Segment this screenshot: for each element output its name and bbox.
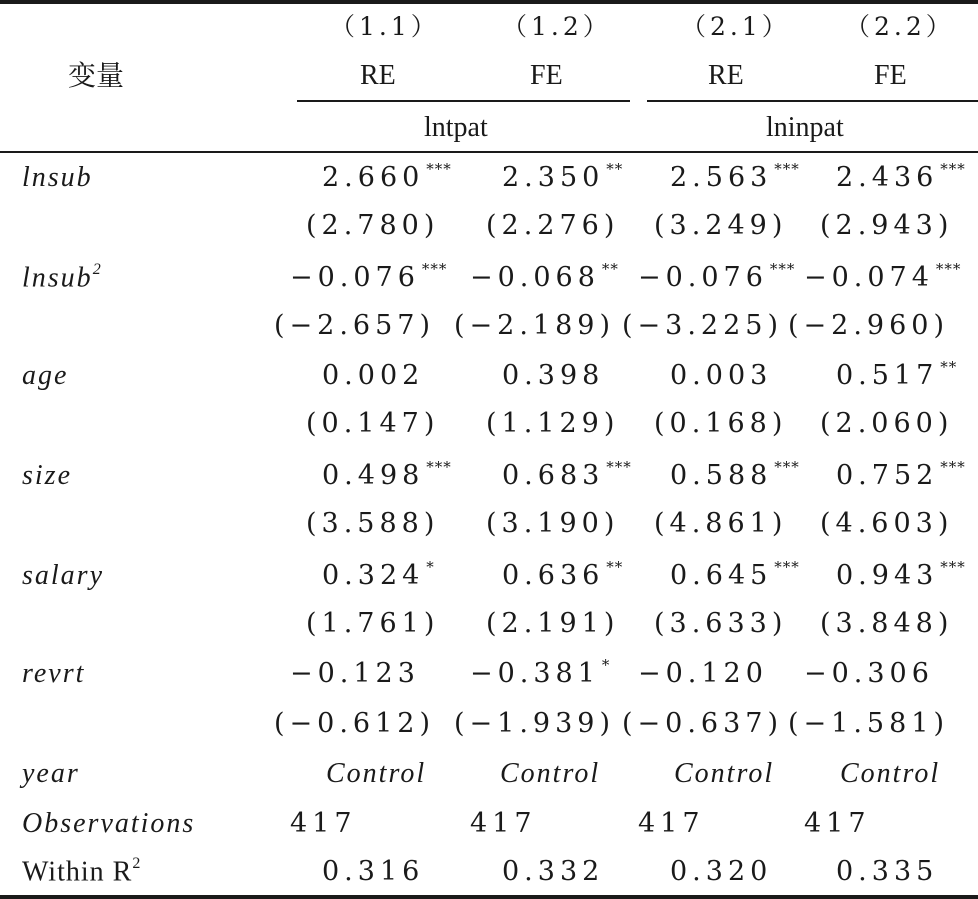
row-label-age: age <box>22 360 69 391</box>
model-code-2-1: （2.1） <box>681 12 791 41</box>
coef-salary-2: 0.636 ** <box>502 558 624 591</box>
tstat-age-3: (0.168) <box>654 408 788 439</box>
within-r2-3: 0.320 <box>670 856 773 887</box>
coef-lnsub2-4: −0.074 *** <box>804 260 962 293</box>
row-label-year: year <box>22 758 80 789</box>
coef-salary-3: 0.645 *** <box>670 558 800 591</box>
coef-lnsub-3: 2.563 *** <box>670 160 800 193</box>
coef-size-1: 0.498 *** <box>322 458 452 491</box>
year-control-1: Control <box>326 758 427 789</box>
tstat-lnsub2-3: (−3.225) <box>622 310 783 341</box>
group1-underline <box>297 100 630 102</box>
coef-age-1: 0.002 <box>322 360 425 391</box>
variable-header: 变量 <box>68 59 125 92</box>
coef-lnsub-4: 2.436 *** <box>836 160 966 193</box>
header-bottom-rule <box>0 151 978 153</box>
tstat-lnsub2-4: (−2.960) <box>788 310 949 341</box>
tstat-lnsub-3: (3.249) <box>654 210 788 241</box>
within-r2-1: 0.316 <box>322 856 425 887</box>
tstat-age-4: (2.060) <box>820 408 954 439</box>
coef-lnsub2-3: −0.076 *** <box>638 260 796 293</box>
coef-size-2: 0.683 *** <box>502 458 632 491</box>
estimator-3: RE <box>708 60 744 91</box>
coef-lnsub2-2: −0.068 ** <box>470 260 619 293</box>
tstat-size-2: (3.190) <box>486 508 620 539</box>
observations-4: 417 <box>804 808 871 839</box>
tstat-age-1: (0.147) <box>306 408 440 439</box>
coef-age-4: 0.517 ** <box>836 358 958 391</box>
coef-salary-1: 0.324 * <box>322 558 435 591</box>
coef-revrt-4: −0.306 <box>804 658 934 689</box>
model-code-1-2: （1.2） <box>502 12 612 41</box>
tstat-salary-1: (1.761) <box>306 608 440 639</box>
group2-underline <box>647 100 978 102</box>
within-r2-2: 0.332 <box>502 856 605 887</box>
coef-lnsub2-1: −0.076 *** <box>290 260 448 293</box>
table-bottom-rule <box>0 895 978 899</box>
model-code-1-1: （1.1） <box>330 12 440 41</box>
tstat-size-4: (4.603) <box>820 508 954 539</box>
tstat-lnsub2-2: (−2.189) <box>454 310 615 341</box>
coef-age-2: 0.398 <box>502 360 605 391</box>
coef-size-4: 0.752 *** <box>836 458 966 491</box>
estimator-4: FE <box>874 60 907 91</box>
row-label-size: size <box>22 460 72 491</box>
coef-revrt-3: −0.120 <box>638 658 768 689</box>
row-label-lnsub-squared: lnsub$^2$ <box>22 261 103 294</box>
tstat-revrt-1: (−0.612) <box>274 708 435 739</box>
dependent-var-1: lntpat <box>424 112 488 143</box>
tstat-revrt-2: (−1.939) <box>454 708 615 739</box>
row-label-salary: salary <box>22 560 104 591</box>
coef-revrt-2: −0.381 * <box>470 656 611 689</box>
tstat-revrt-3: (−0.637) <box>622 708 783 739</box>
coef-lnsub-1: 2.660 *** <box>322 160 452 193</box>
observations-2: 417 <box>470 808 537 839</box>
coef-revrt-1: −0.123 <box>290 658 420 689</box>
tstat-salary-3: (3.633) <box>654 608 788 639</box>
observations-3: 417 <box>638 808 705 839</box>
table-top-rule <box>0 0 978 4</box>
row-label-lnsub: lnsub <box>22 162 93 193</box>
coef-age-3: 0.003 <box>670 360 773 391</box>
tstat-lnsub2-1: (−2.657) <box>274 310 435 341</box>
tstat-size-3: (4.861) <box>654 508 788 539</box>
tstat-salary-4: (3.848) <box>820 608 954 639</box>
year-control-4: Control <box>840 758 941 789</box>
coef-lnsub-2: 2.350 ** <box>502 160 624 193</box>
tstat-lnsub-1: (2.780) <box>306 210 440 241</box>
tstat-size-1: (3.588) <box>306 508 440 539</box>
tstat-age-2: (1.129) <box>486 408 620 439</box>
tstat-lnsub-4: (2.943) <box>820 210 954 241</box>
tstat-lnsub-2: (2.276) <box>486 210 620 241</box>
within-r2-4: 0.335 <box>836 856 939 887</box>
tstat-salary-2: (2.191) <box>486 608 620 639</box>
year-control-3: Control <box>674 758 775 789</box>
tstat-revrt-4: (−1.581) <box>788 708 949 739</box>
observations-1: 417 <box>290 808 357 839</box>
year-control-2: Control <box>500 758 601 789</box>
row-label-within-r2: Within $R^2$ <box>22 855 142 888</box>
row-label-observations: Observations <box>22 808 196 839</box>
estimator-1: RE <box>360 60 396 91</box>
row-label-revrt: revrt <box>22 658 86 689</box>
coef-salary-4: 0.943 *** <box>836 558 966 591</box>
model-code-2-2: （2.2） <box>845 12 955 41</box>
dependent-var-2: lninpat <box>766 112 844 143</box>
estimator-2: FE <box>530 60 563 91</box>
coef-size-3: 0.588 *** <box>670 458 800 491</box>
